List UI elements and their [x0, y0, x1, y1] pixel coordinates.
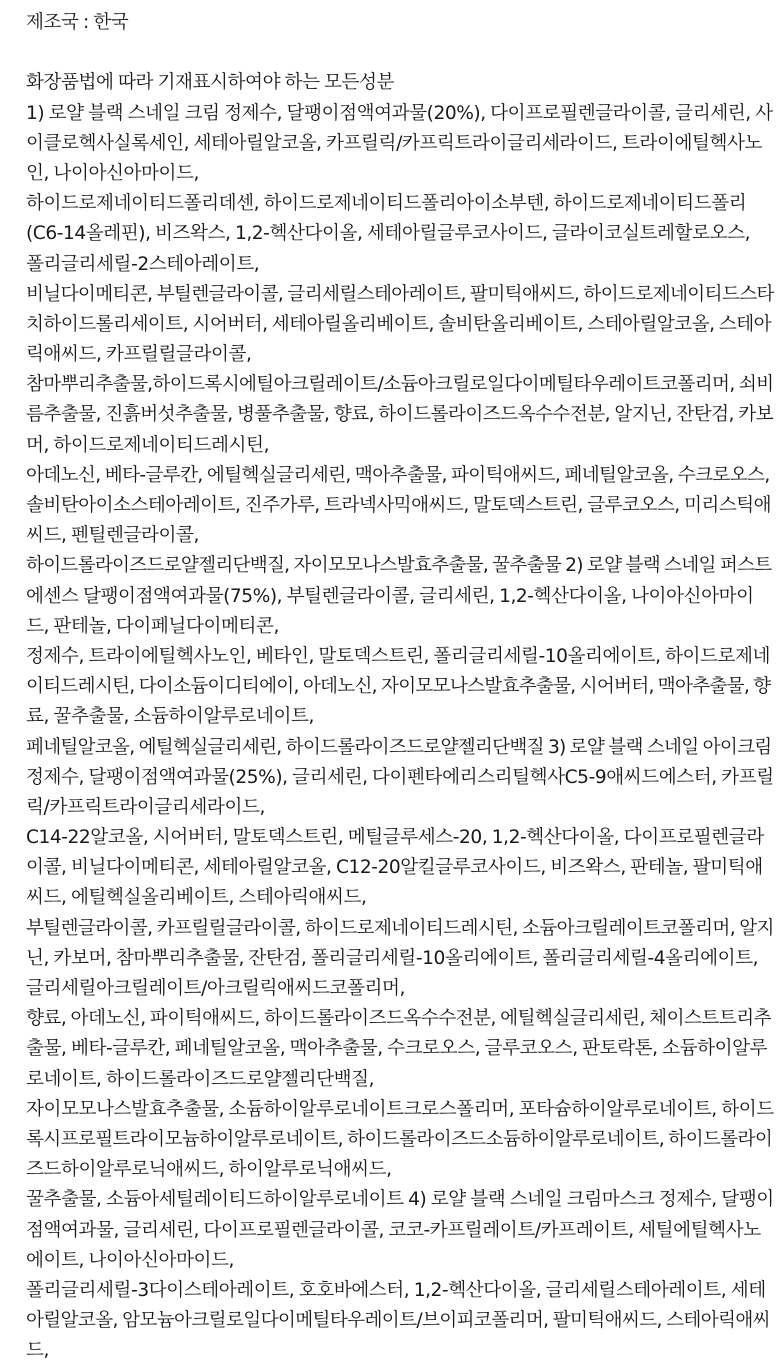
- ingredient-text-line: 아릴알코올, 암모늄아크릴로일다이메틸타우레이트/브이피코폴리머, 팔미틱애씨드, 스테아릭애씨: [26, 1310, 770, 1332]
- ingredient-text-line: 출물, 베타-글루칸, 페네틸알코올, 맥아추출물, 수크로오스, 글루코오스, 판토락톤, 소듐하이알루: [26, 1038, 768, 1060]
- ingredient-text-line: 료, 꿀추출물, 소듐하이알루로네이트,: [26, 706, 314, 728]
- ingredient-text-line: 릭/카프릭트라이글리세라이드,: [26, 796, 265, 818]
- ingredient-list: [26, 99, 774, 1366]
- ingredient-text-line: 아데노신, 베타-글루칸, 에틸헥실글리세린, 맥아추출물, 파이틱애씨드, 페네틸알코올, 수크로오스,: [26, 464, 770, 486]
- ingredient-text-line: 인, 나이아신아마이드,: [26, 162, 199, 184]
- ingredient-text-line: 비닐다이메티콘, 부틸렌글라이콜, 글리세릴스테아레이트, 팔미틱애씨드, 하이드로제네이티드스타: [26, 283, 774, 305]
- ingredient-text-line: 이티드레시틴, 다이소듐이디티에이, 아데노신, 자이모모나스발효추출물, 시어버터, 맥아추출물, 향: [26, 676, 771, 698]
- ingredient-text-line: 에센스 달팽이점액여과물(75%), 부틸렌글라이콜, 글리세린, 1,2-헥산다이올, 나이아신아마이: [26, 585, 754, 607]
- ingredient-text-line: 씨드, 에틸헥실올리베이트, 스테아릭애씨드,: [26, 887, 367, 909]
- product-info-document: [26, 8, 774, 1366]
- ingredient-text-line: 머, 하이드로제네이티드레시틴,: [26, 434, 270, 456]
- ingredient-text-line: 정제수, 트라이에틸헥사노인, 베타인, 말토덱스트린, 폴리글리세릴-10올리에이트, 하이드로제네: [26, 645, 771, 667]
- ingredient-text-line: 씨드, 펜틸렌글라이콜,: [26, 525, 199, 547]
- ingredient-text-line: 이클로헥사실록세인, 세테아릴알코올, 카프릴릭/카프릭트라이글리세라이드, 트라이에틸헥사노: [26, 132, 763, 154]
- ingredient-text-line: 즈드하이알루로닉애씨드, 하이알루로닉애씨드,: [26, 1159, 392, 1181]
- origin-line: 제조국 : 한국: [26, 12, 129, 33]
- ingredient-text-line: 솔비탄아이소스테아레이트, 진주가루, 트라넥사믹애씨드, 말토덱스트린, 글루코오스, 미리스틱애: [26, 495, 772, 516]
- ingredient-text-line: 폴리글리세릴-3다이스테아레이트, 호호바에스터, 1,2-헥산다이올, 글리세릴스테아레이트, 세테: [26, 1279, 766, 1301]
- ingredient-text-line: 치하이드롤리세이트, 시어버터, 세테아릴올리베이트, 솔비탄올리베이트, 스테아릴알코올, 스테아: [26, 313, 772, 335]
- ingredient-text-line: 름추출물, 진흙버섯추출물, 병풀추출물, 향료, 하이드롤라이즈드옥수수전분, 알지닌, 잔탄검, 카보: [26, 404, 774, 426]
- ingredient-text-line: 록시프로필트라이모늄하이알루로네이트, 하이드롤라이즈드소듐하이알루로네이트, 하이드롤라이: [26, 1128, 773, 1150]
- ingredient-text-line: 글리세릴아크릴레이트/아크릴릭애씨드코폴리머,: [26, 978, 406, 999]
- ingredient-text-line: 향료, 아데노신, 파이틱애씨드, 하이드롤라이즈드옥수수전분, 에틸헥실글리세린, 체이스트트리추: [26, 1008, 772, 1030]
- ingredient-text-line: 정제수, 달팽이점액여과물(25%), 글리세린, 다이펜타에리스리틸헥사C5-9애씨드에스터, 카프릴: [26, 766, 774, 788]
- ingredient-text-line: 1) 로얄 블랙 스네일 크림 정제수, 달팽이점액여과물(20%), 다이프로필렌글라이콜, 글리세린, 사: [26, 102, 773, 124]
- ingredient-text-line: C14-22알코올, 시어버터, 말토덱스트린, 메틸글루세스-20, 1,2-헥산다이올, 다이프로필렌글라: [26, 827, 764, 849]
- ingredient-text-line: 페네틸알코올, 에틸헥실글리세린, 하이드롤라이즈드로얄젤리단백질 3) 로얄 블랙 스네일 아이크림: [26, 736, 772, 758]
- ingredient-text-line: 드,: [26, 1340, 49, 1362]
- ingredient-text-line: 에이트, 나이아신아마이드,: [26, 1249, 235, 1271]
- ingredient-text-line: 하이드로제네이티드폴리데센, 하이드로제네이티드폴리아이소부텐, 하이드로제네이티드폴리: [26, 193, 747, 215]
- ingredient-text-line: 폴리글리세릴-2스테아레이트,: [26, 253, 260, 275]
- ingredient-text-line: 로네이트, 하이드롤라이즈드로얄젤리단백질,: [26, 1068, 375, 1090]
- ingredient-text-line: 닌, 카보머, 참마뿌리추출물, 잔탄검, 폴리글리세릴-10올리에이트, 폴리글리세릴-4올리에이트,: [26, 947, 759, 969]
- ingredient-text-line: 자이모모나스발효추출물, 소듐하이알루로네이트크로스폴리머, 포타슘하이알루로네이트, 하이드: [26, 1098, 774, 1120]
- ingredient-text-line: (C6-14올레핀), 비즈왁스, 1,2-헥산다이올, 세테아릴글루코사이드, 글라이코실트레할로오스,: [26, 223, 751, 245]
- blank-line: [26, 38, 774, 68]
- ingredient-text-line: 드, 판테놀, 다이페닐다이메티콘,: [26, 615, 279, 637]
- ingredient-text-line: 점액여과물, 글리세린, 다이프로필렌글라이콜, 코코-카프릴레이트/카프레이트, 세틸에틸헥사노: [26, 1219, 761, 1241]
- ingredient-text-line: 하이드롤라이즈드로얄젤리단백질, 자이모모나스발효추출물, 꿀추출물 2) 로얄 블랙 스네일 퍼스트: [26, 555, 772, 577]
- ingredient-text-line: 이콜, 비닐다이메티콘, 세테아릴알코올, C12-20알킬글루코사이드, 비즈왁스, 판테놀, 팔미틱애: [26, 857, 763, 879]
- ingredient-text-line: 꿀추출물, 소듐아세틸레이티드하이알루로네이트 4) 로얄 블랙 스네일 크림마스크 정제수, 달팽이: [26, 1189, 774, 1211]
- ingredient-text-line: 릭애씨드, 카프릴릴글라이콜,: [26, 344, 252, 366]
- ingredient-text-line: 부틸렌글라이콜, 카프릴릴글라이콜, 하이드로제네이티드레시틴, 소듐아크릴레이트코폴리머, 알지: [26, 917, 774, 939]
- ingredient-text-line: 참마뿌리추출물,하이드록시에틸아크릴레이트/소듐아크릴로일다이메틸타우레이트코폴리머, 쇠비: [26, 374, 774, 396]
- ingredients-title: 화장품법에 따라 기재표시하여야 하는 모든성분: [26, 72, 395, 94]
